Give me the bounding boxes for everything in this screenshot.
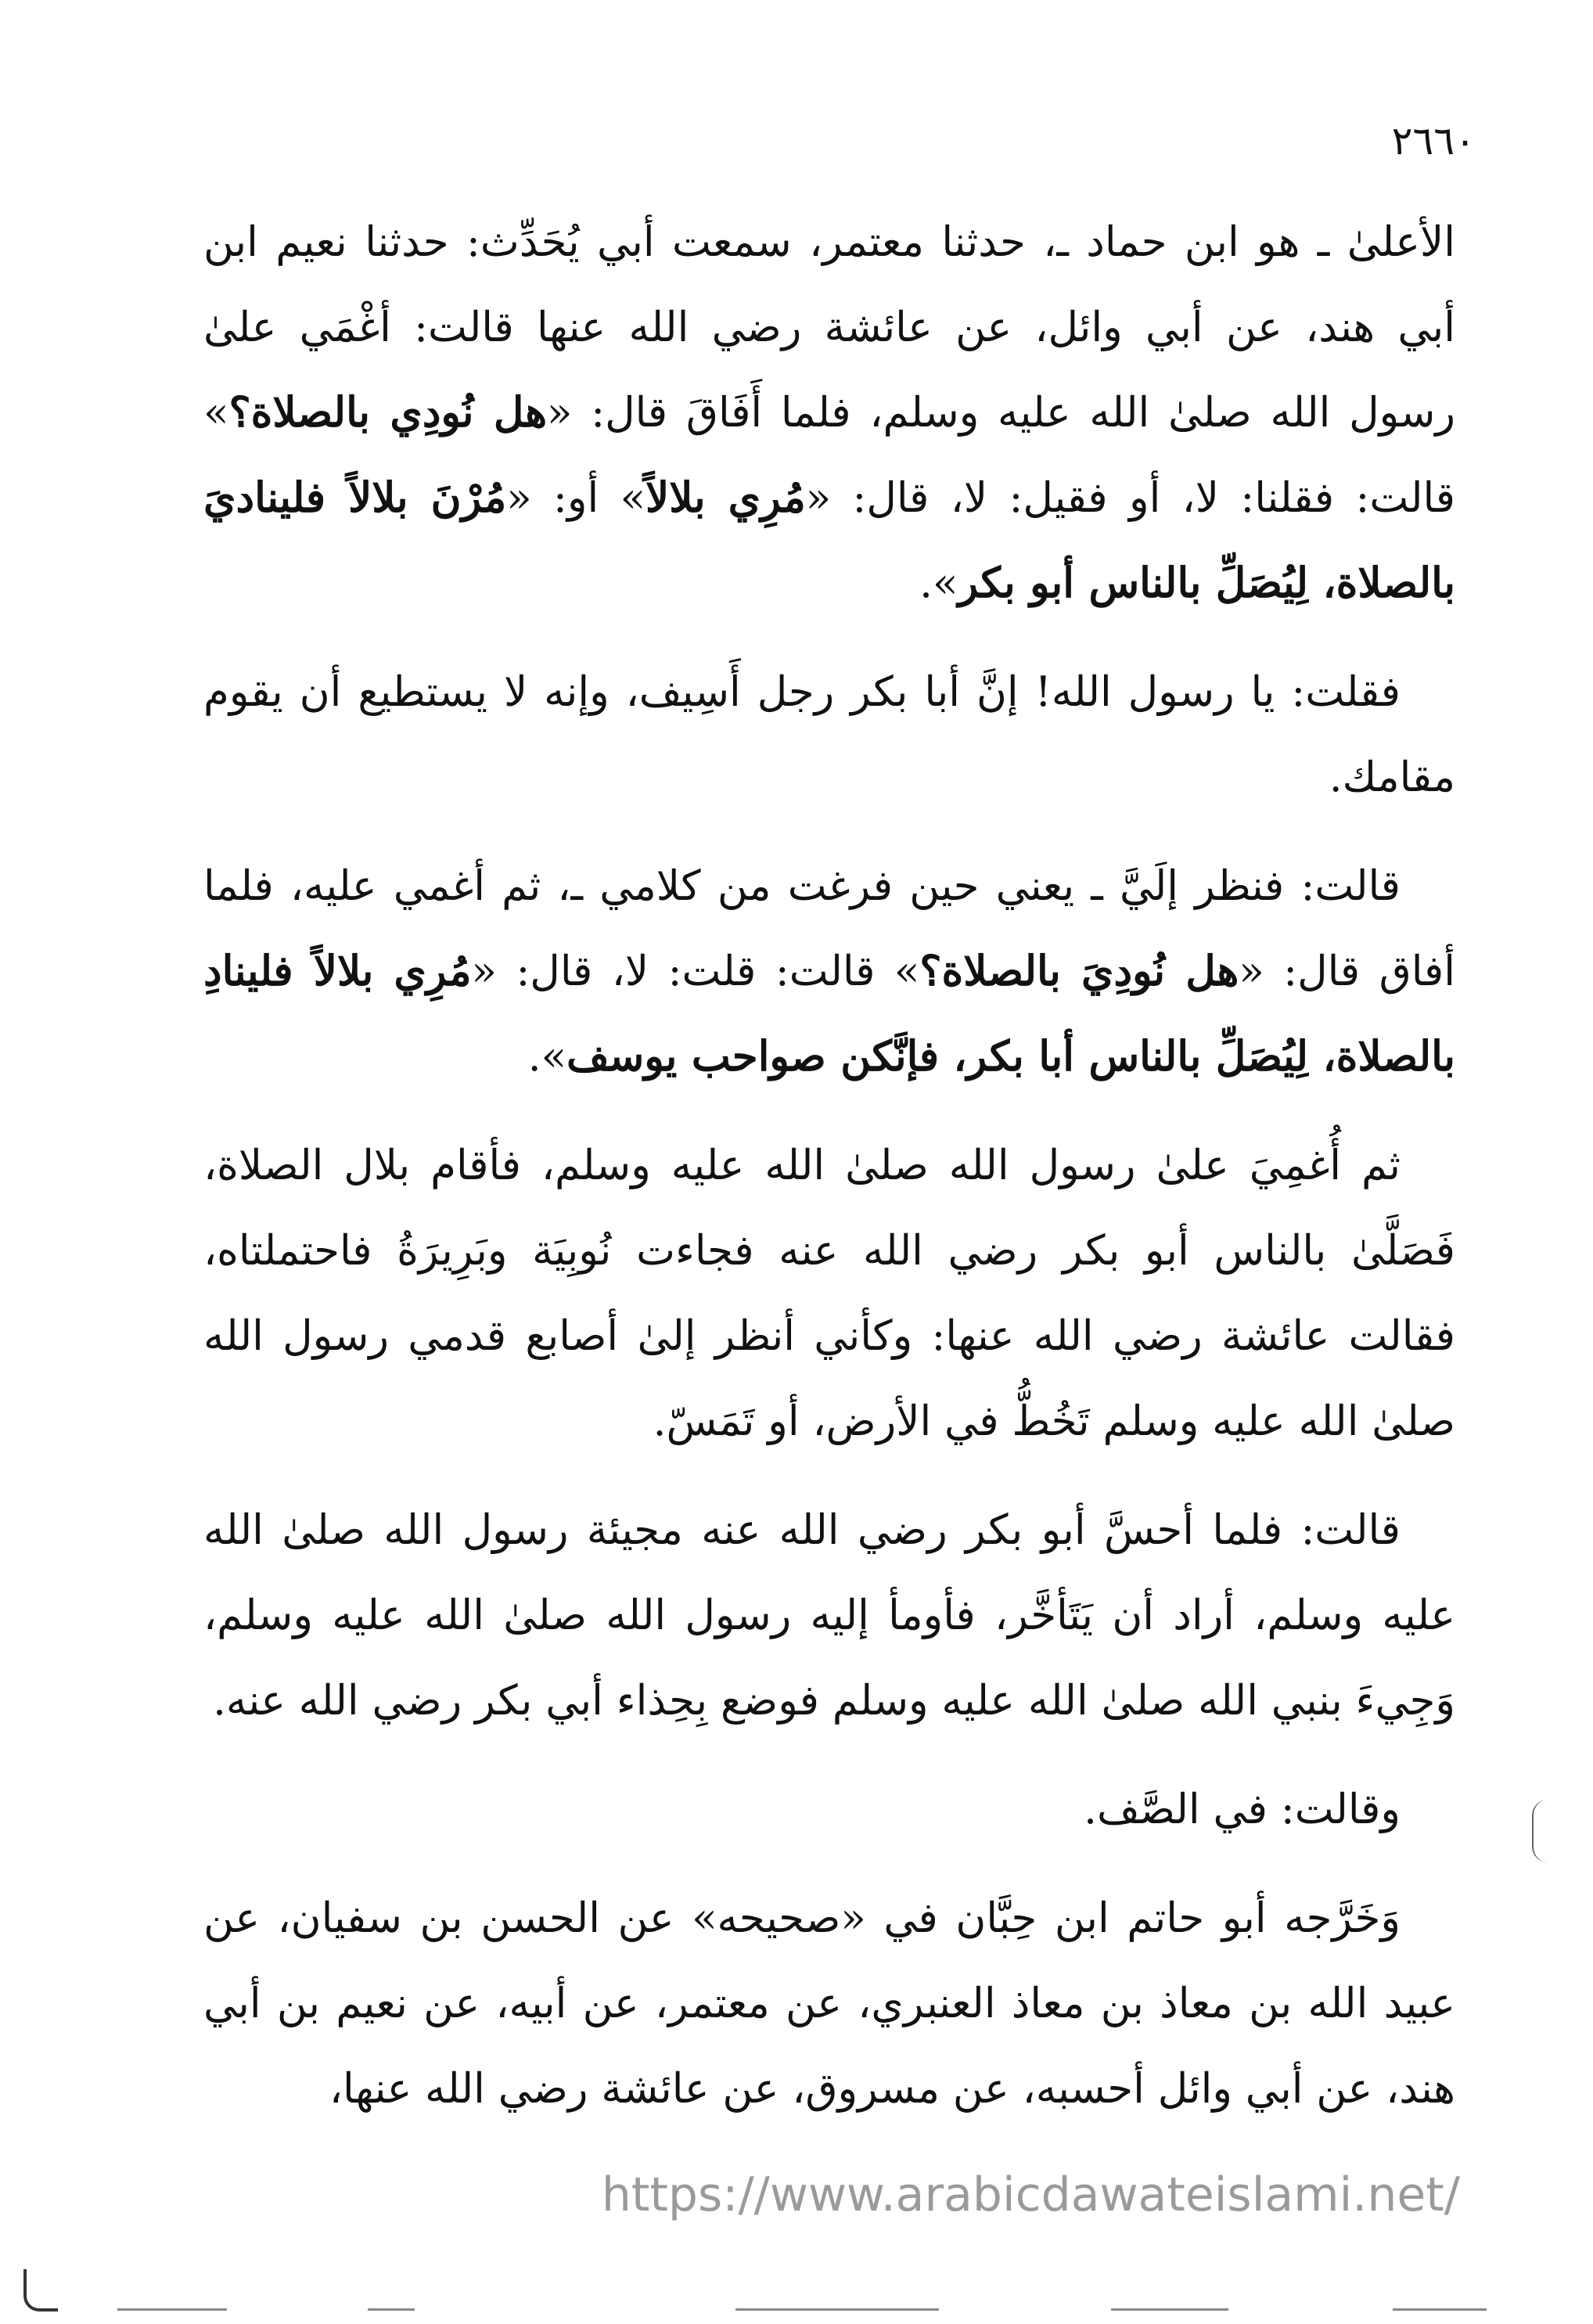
text-segment: ». <box>527 1033 567 1081</box>
footer-rule <box>117 2308 227 2311</box>
footer-rule <box>368 2308 415 2311</box>
text-segment: فقلت: يا رسول الله! إنَّ أبا بكر رجل أَسِيف، وإنه لا يستطيع أن يقوم مقامك. <box>203 668 1455 801</box>
paragraph-5 <box>203 1488 1455 1743</box>
paragraph-4 <box>203 1123 1455 1464</box>
paragraph-2 <box>203 649 1455 820</box>
text-segment: ». <box>919 559 958 607</box>
paragraph-3 <box>203 844 1455 1099</box>
text-segment: » قالت: قلت: لا، قال: « <box>471 948 920 995</box>
footer-rule <box>1393 2308 1487 2311</box>
bold-quote: مُرْنَ بلالاً فليناديَ بالصلاة، لِيُصَلِّ بالناس أبو بكر <box>203 473 1455 607</box>
text-segment: » أو: « <box>506 474 646 522</box>
body-text <box>203 200 1455 2155</box>
paragraph-1 <box>203 200 1455 626</box>
footer-rule <box>1111 2308 1228 2311</box>
page-number: ٢٦٦٠ <box>1391 118 1476 164</box>
page-corner-mark <box>23 2269 58 2311</box>
bold-quote: هل نُودِي بالصلاة؟ <box>228 388 548 437</box>
margin-bracket-mark <box>1532 1800 1548 1862</box>
paragraph-6 <box>203 1767 1455 1852</box>
text-segment: وَخَرَّجه أبو حاتم ابن حِبَّان في «صحيحه» عن الحسن بن سفيان، عن عبيد الله بن معاذ بن معاذ العنبري، عن معتمر، عن أبيه، عن نعيم بن أبي هند، عن أبي وائل أحسبه، عن مسروق، عن عائشة رضي الله عنها، <box>203 1894 1455 2113</box>
bold-quote: مُرِي بلالاً <box>645 473 806 522</box>
text-segment: وقالت: في الصَّف. <box>1084 1786 1401 1833</box>
text-segment: ثم أُغمِيَ علىٰ رسول الله صلىٰ الله عليه وسلم، فأقام بلال الصلاة، فَصَلَّىٰ بالناس أبو بكر رضي الله عنه فجاءت نُوبِيَة وبَرِيرَةُ فاحتملتاه، فقالت عائشة رضي الله عنها: وكأني أنظر إلىٰ أصابع قدمي رسول الله صلىٰ الله عليه وسلم تَخُطُّ في الأرض، أو تَمَسّ. <box>203 1142 1455 1445</box>
paragraph-7 <box>203 1876 1455 2132</box>
text-segment: » قالت: فقلنا: لا، أو فقيل: لا، قال: « <box>203 389 1455 522</box>
bold-quote: هل نُودِيَ بالصلاة؟ <box>919 947 1239 995</box>
text-segment: قالت: فنظر إلَيَّ ـ يعني حين فرغت من كلامي ـ، ثم أغمي عليه، فلما أفاق قال: « <box>203 862 1455 995</box>
bold-quote: مُرِي بلالاً فلينادِ بالصلاة، لِيُصَلِّ بالناس أبا بكر، فإنَّكن صواحب يوسف <box>203 947 1455 1081</box>
footer-rule <box>735 2308 939 2311</box>
text-segment: قالت: فلما أحسَّ أبو بكر رضي الله عنه مجيئة رسول الله صلىٰ الله عليه وسلم، أراد أن يَتَأخَّر، فأومأ إليه رسول الله صلىٰ الله عليه وسلم، وَجِيءَ بنبي الله صلىٰ الله عليه وسلم فوضع بِحِذاء أبي بكر رضي الله عنه. <box>203 1506 1455 1725</box>
text-segment: الأعلىٰ ـ هو ابن حماد ـ، حدثنا معتمر، سمعت أبي يُحَدِّث: حدثنا نعيم ابن أبي هند، عن أبي وائل، عن عائشة رضي الله عنها قالت: أغْمَي علىٰ رسول الله صلىٰ الله عليه وسلم، فلما أَفَاقَ قال: « <box>203 218 1455 437</box>
watermark-url: https://www.arabicdawateislami.net/ <box>601 2168 1460 2222</box>
